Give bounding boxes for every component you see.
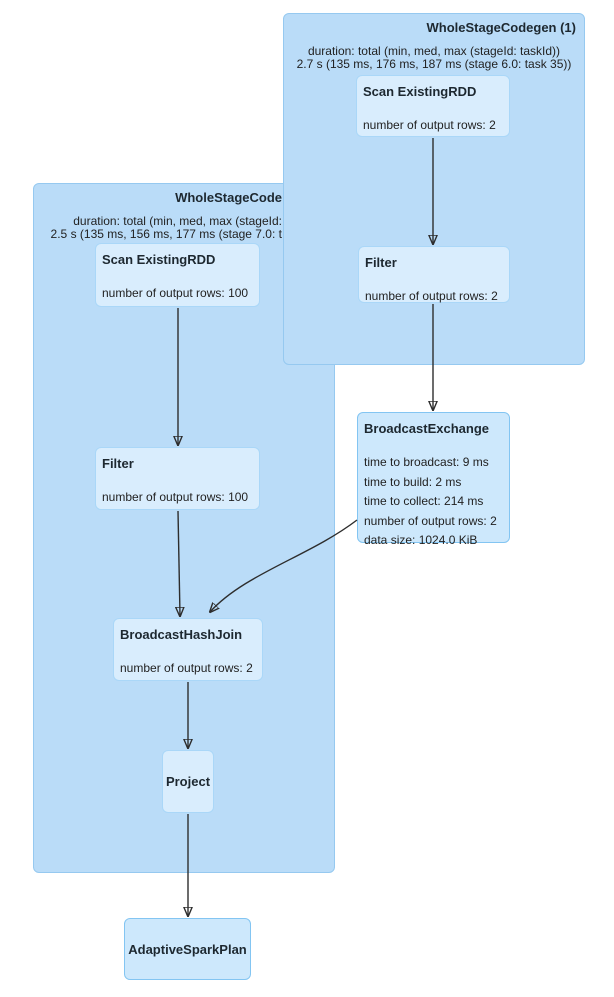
node-metric: data size: 1024.0 KiB: [364, 533, 478, 547]
node-broadcast-hash-join[interactable]: [113, 618, 263, 681]
node-title: BroadcastExchange: [364, 421, 489, 436]
cluster-wholestagecodegen-2-title: WholeStageCode: [175, 190, 282, 205]
duration-line: 2.7 s (135 ms, 176 ms, 187 ms (stage 6.0: task 35)): [296, 57, 572, 71]
node-metric: number of output rows: 2: [363, 118, 496, 132]
node-metrics: [364, 453, 497, 551]
node-filter-1[interactable]: [358, 246, 510, 303]
node-metric: number of output rows: 100: [102, 490, 249, 504]
cluster-wholestagecodegen-1-title: WholeStageCodegen (1): [426, 20, 576, 35]
node-title: Filter: [102, 456, 134, 471]
cluster-wholestagecodegen-1: [283, 13, 585, 365]
node-scan-existingrdd-1[interactable]: [356, 75, 510, 137]
cluster-wholestagecodegen-1-duration: [284, 45, 584, 71]
node-metric: number of output rows: 2: [365, 289, 498, 303]
duration-line: duration: total (min, med, max (stageId: taskId)): [307, 44, 561, 58]
node-title: BroadcastHashJoin: [120, 627, 243, 642]
node-broadcast-exchange[interactable]: [357, 412, 510, 547]
node-metric: number of output rows: 100: [102, 286, 249, 300]
node-metric: time to collect: 214 ms: [364, 494, 484, 508]
node-title: AdaptiveSparkPlan: [128, 941, 247, 957]
node-title: Scan ExistingRDD: [102, 252, 216, 267]
node-metric: number of output rows: 2: [120, 661, 253, 675]
cluster-wholestagecodegen-2-duration: [34, 215, 282, 241]
duration-line: 2.5 s (135 ms, 156 ms, 177 ms (stage 7.0: t: [50, 227, 282, 241]
node-title: Filter: [365, 255, 397, 270]
node-metric: time to build: 2 ms: [364, 474, 462, 489]
node-metric: number of output rows: 2: [364, 513, 497, 528]
duration-line: duration: total (min, med, max (stageId:: [73, 214, 282, 228]
node-adaptive-spark-plan[interactable]: [124, 918, 251, 980]
node-filter-2[interactable]: [95, 447, 260, 510]
node-project[interactable]: [162, 750, 214, 813]
node-title: Project: [165, 774, 211, 789]
node-title: Scan ExistingRDD: [363, 84, 477, 99]
node-scan-existingrdd-2[interactable]: [95, 243, 260, 307]
node-metric: time to broadcast: 9 ms: [364, 455, 489, 469]
